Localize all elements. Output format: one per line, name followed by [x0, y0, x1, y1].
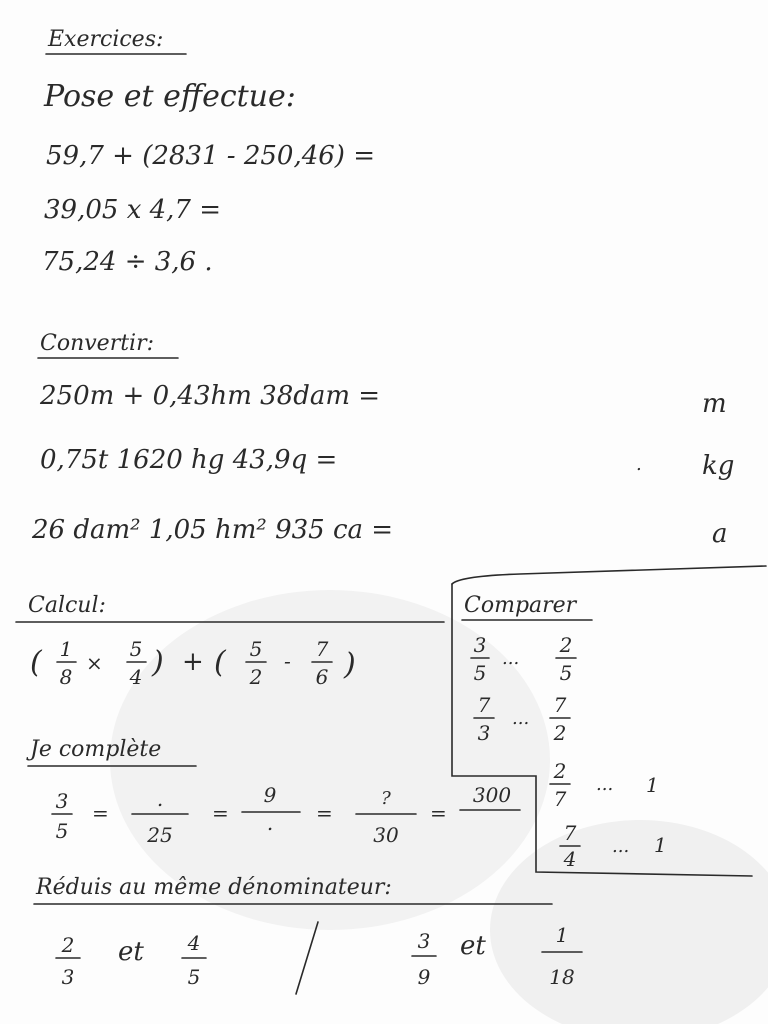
completer-fraction-1-num: .: [156, 787, 164, 811]
exercice-line-3: 75,24 ÷ 3,6 .: [42, 247, 213, 277]
completer-equals-2: =: [212, 801, 229, 825]
convertir-row-3: 26 dam² 1,05 hm² 935 ca =: [32, 515, 394, 545]
comparer-row-4-left-num: 7: [563, 821, 577, 845]
calcul-paren-open-1: (: [30, 645, 42, 680]
calcul-fraction-3-num: 5: [249, 637, 263, 661]
convertir-row-2: 0,75t 1620 hg 43,9q =: [40, 445, 338, 475]
comparer-row-1-dots: ...: [502, 648, 520, 669]
reduis-pair-2-b-den: 18: [549, 965, 575, 989]
comparer-row-1-right-den: 5: [559, 661, 573, 685]
completer-fraction-3-den: 30: [373, 823, 399, 847]
completer-title: Je complète: [30, 737, 162, 762]
reduis-pair-1-a-num: 2: [61, 933, 75, 957]
comparer-box-top-border: [452, 566, 766, 584]
exercice-line-1: 59,7 + (2831 - 250,46) =: [46, 141, 375, 171]
calcul-paren-close-2: ): [344, 647, 356, 682]
pair-divider-slash: [296, 922, 318, 994]
reduis-pair-1-b-den: 5: [187, 965, 201, 989]
convertir-row-1: 250m + 0,43hm 38dam =: [40, 381, 381, 411]
calcul-fraction-4-den: 6: [315, 665, 329, 689]
convertir-unit-2: kg: [702, 451, 735, 481]
reduis-pair-1-a-den: 3: [61, 965, 75, 989]
comparer-row-4-dots: ...: [612, 836, 630, 857]
calcul-paren-close-1: ): [152, 645, 164, 680]
calcul-times-sign: ×: [86, 651, 103, 675]
reduis-pair-2-b-num: 1: [555, 923, 569, 947]
calcul-paren-open-2: (: [214, 645, 226, 680]
exercice-line-2: 39,05 x 4,7 =: [44, 195, 222, 225]
reduis-pair-1-et: et: [118, 937, 144, 967]
comparer-row-4-right: 1: [654, 833, 667, 857]
comparer-row-1-left-den: 5: [473, 661, 487, 685]
completer-equals-1: =: [92, 801, 109, 825]
calcul-title: Calcul:: [28, 593, 106, 618]
calcul-fraction-1-num: 1: [59, 637, 73, 661]
comparer-row-3-dots: ...: [596, 774, 614, 795]
convertir-unit-3: a: [712, 519, 728, 549]
convertir-title: Convertir:: [40, 331, 155, 356]
reduis-title: Réduis au même dénominateur:: [36, 875, 392, 900]
completer-fraction-3-num: ?: [381, 788, 391, 809]
exercices-title: Exercices:: [48, 27, 164, 52]
reduis-pair-2-a-num: 3: [417, 929, 431, 953]
reduis-pair-2-a-den: 9: [417, 965, 431, 989]
comparer-row-2-dots: ...: [512, 708, 530, 729]
comparer-row-4-left-den: 4: [563, 847, 577, 871]
reduis-pair-1-b-num: 4: [187, 931, 201, 955]
comparer-title: Comparer: [464, 593, 577, 618]
comparer-row-1-right-num: 2: [559, 633, 573, 657]
exercices-subtitle: Pose et effectue:: [44, 79, 296, 114]
comparer-row-2-right-den: 2: [553, 721, 567, 745]
completer-fraction-2-num: 9: [263, 783, 277, 807]
completer-fraction-0-num: 3: [55, 789, 69, 813]
completer-fraction-1-den: 25: [147, 823, 173, 847]
calcul-fraction-2-den: 4: [129, 665, 143, 689]
comparer-row-2-right-num: 7: [553, 693, 567, 717]
convertir-unit-1: m: [702, 389, 727, 419]
completer-equals-4: =: [430, 801, 447, 825]
comparer-row-3-right: 1: [646, 773, 659, 797]
comparer-row-2-left-num: 7: [477, 693, 491, 717]
completer-fraction-2-den: .: [266, 811, 274, 835]
calcul-fraction-2-num: 5: [129, 637, 143, 661]
calcul-fraction-3-den: 2: [249, 665, 263, 689]
comparer-row-3-left-num: 2: [553, 759, 567, 783]
comparer-row-2-left-den: 3: [477, 721, 491, 745]
completer-equals-3: =: [316, 801, 333, 825]
completer-fraction-4-num: 300: [472, 783, 512, 807]
calcul-plus-sign: +: [182, 647, 204, 677]
calcul-fraction-4-num: 7: [315, 637, 329, 661]
comparer-row-3-left-den: 7: [553, 787, 567, 811]
reduis-pair-2-et: et: [460, 931, 486, 961]
calcul-fraction-1-den: 8: [59, 665, 73, 689]
completer-fraction-0-den: 5: [55, 819, 69, 843]
calcul-minus-sign: -: [284, 649, 291, 673]
comparer-row-1-left-num: 3: [473, 633, 487, 657]
convertir-dot-2: .: [636, 454, 642, 475]
